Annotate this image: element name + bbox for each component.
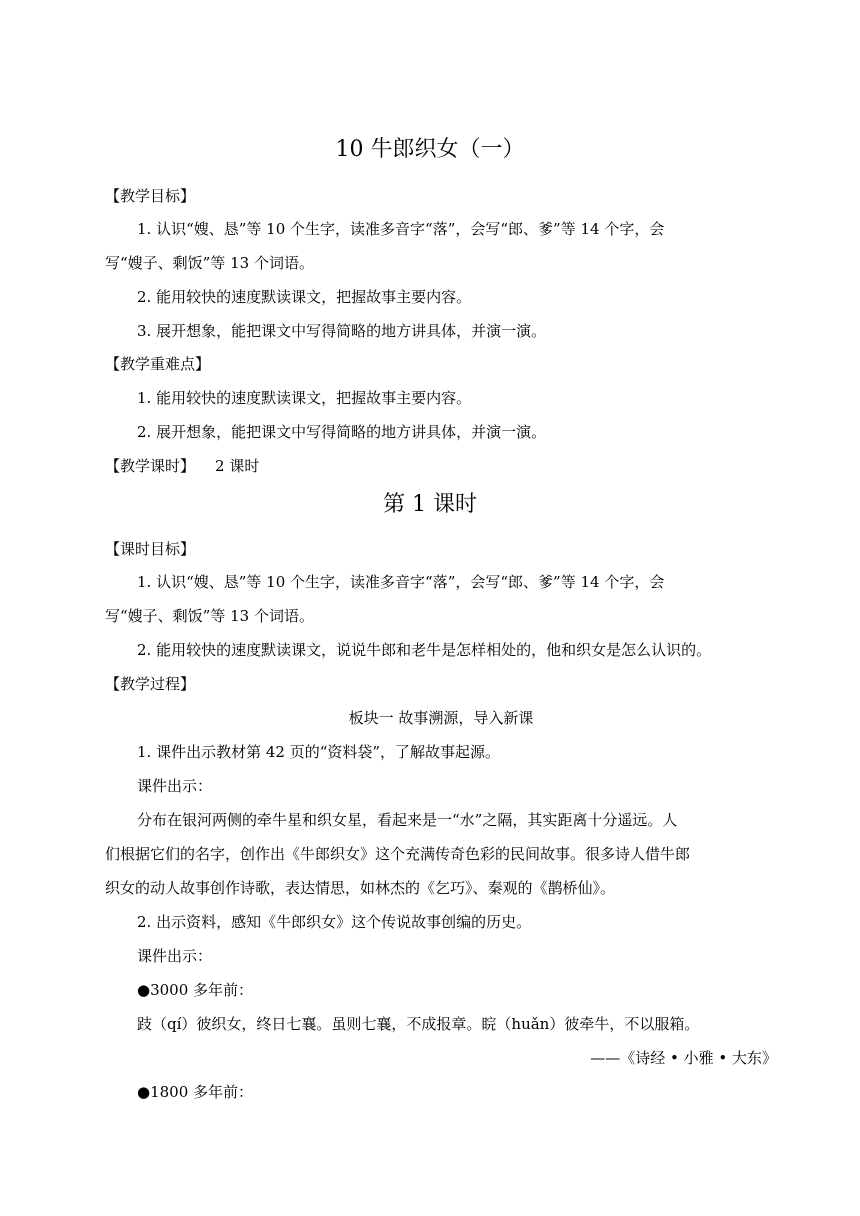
process-step-1: 1. 课件出示教材第 42 页的“资料袋”，了解故事起源。 [137, 743, 501, 761]
class-hours-heading: 【教学课时】 [105, 457, 196, 475]
teaching-goal-2: 2. 能用较快的速度默读课文，把握故事主要内容。 [137, 288, 472, 306]
lesson-goal-1-line1: 1. 认识“嫂、恳”等 10 个生字，读准多音字“落”，会写“郎、爹”等 14 个字，会 [137, 573, 665, 591]
teaching-goal-3: 3. 展开想象，能把课文中写得简略的地方讲具体，并演一演。 [137, 322, 547, 340]
paragraph-line-2: 们根据它们的名字，创作出《牛郎织女》这个充满传奇色彩的民间故事。很多诗人借牛郎 [105, 845, 691, 863]
process-heading: 【教学过程】 [105, 675, 196, 693]
paragraph-line-3: 织女的动人故事创作诗歌，表达情思，如林杰的《乞巧》、秦观的《鹊桥仙》。 [105, 879, 616, 897]
paragraph-line-1: 分布在银河两侧的牵牛星和织女星，看起来是一“水”之隔，其实距离十分遥远。人 [137, 811, 678, 829]
courseware-label-2: 课件出示： [137, 947, 213, 965]
teaching-goal-1-line1: 1. 认识“嫂、恳”等 10 个生字，读准多音字“落”，会写“郎、爹”等 14 个字，会 [137, 220, 665, 238]
class-hours-row [105, 455, 777, 477]
class-hours-value: 2 课时 [215, 457, 260, 475]
lesson-goal-2: 2. 能用较快的速度默读课文，说说牛郎和老牛是怎样相处的，他和织女是怎么认识的。 [137, 641, 712, 659]
document-title: 10 牛郎织女（一） [335, 137, 525, 162]
key-points-heading: 【教学重难点】 [105, 355, 211, 373]
teaching-goal-1-line2: 写“嫂子、剩饭”等 13 个词语。 [105, 254, 314, 272]
lesson-title: 第 1 课时 [383, 492, 477, 517]
key-point-1: 1. 能用较快的速度默读课文，把握故事主要内容。 [137, 389, 472, 407]
teaching-goals-heading: 【教学目标】 [105, 187, 196, 205]
lesson-goals-heading: 【课时目标】 [105, 540, 196, 558]
courseware-label-1: 课件出示： [137, 777, 213, 795]
lesson-goal-1-line2: 写“嫂子、剩饭”等 13 个词语。 [105, 607, 314, 625]
section-title: 板块一 故事溯源，导入新课 [348, 709, 534, 727]
key-point-2: 2. 展开想象，能把课文中写得简略的地方讲具体，并演一演。 [137, 423, 547, 441]
poem-text: 跂（qí）彼织女，终日七襄。虽则七襄，不成报章。睆（huǎn）彼牵牛，不以服箱。 [137, 1015, 700, 1033]
bullet-1800-years: ●1800 多年前： [137, 1083, 254, 1101]
process-step-2: 2. 出示资料，感知《牛郎织女》这个传说故事创编的历史。 [137, 913, 532, 931]
bullet-3000-years: ●3000 多年前： [137, 981, 254, 999]
poem-source: ——《诗经 • 小雅 • 大东》 [590, 1049, 777, 1067]
